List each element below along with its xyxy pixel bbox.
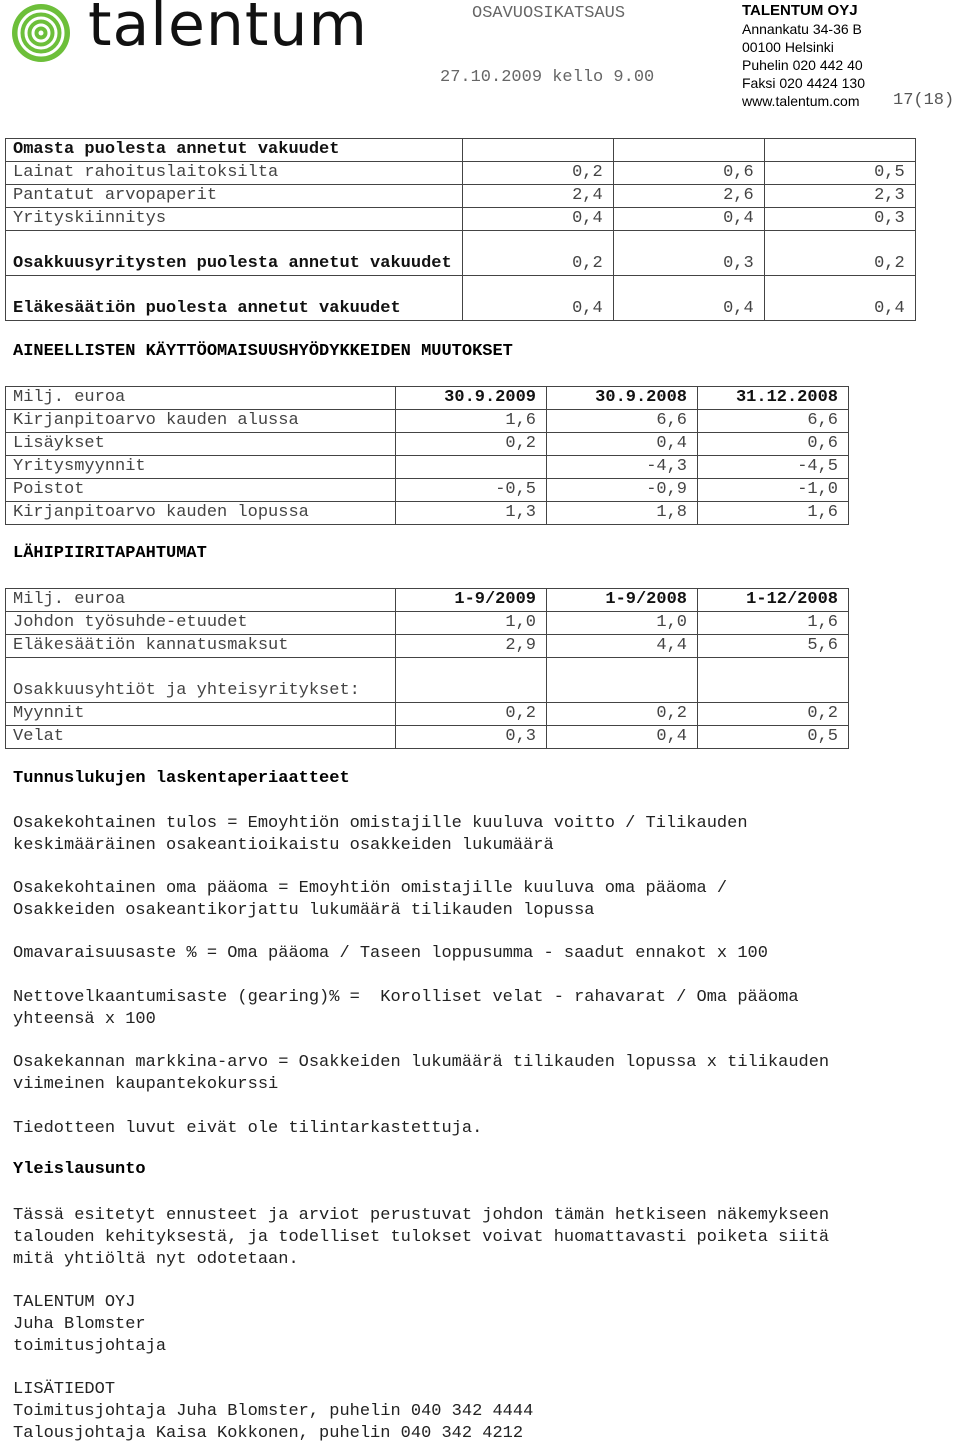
cell-value: 2,6	[613, 185, 764, 208]
contacts-heading: LISÄTIEDOT	[13, 1380, 116, 1399]
section-heading-related-party: LÄHIPIIRITAPAHTUMAT	[13, 544, 207, 563]
table-row	[6, 658, 849, 703]
cell-value: 0,3	[396, 726, 547, 749]
column-header: Milj. euroa	[6, 589, 396, 612]
row-label: Eläkesäätiön puolesta annetut vakuudet	[6, 276, 463, 321]
company-postal: 00100 Helsinki	[742, 39, 834, 55]
column-header: 31.12.2008	[698, 387, 849, 410]
cell-value: 2,4	[462, 185, 613, 208]
cell-value: 4,4	[547, 635, 698, 658]
column-header: 1-12/2008	[698, 589, 849, 612]
column-header: 30.9.2009	[396, 387, 547, 410]
cell-value: 0,4	[462, 276, 613, 321]
cell-value: 1,0	[547, 612, 698, 635]
row-label: Osakkuusyritysten puolesta annetut vakuudet	[6, 231, 463, 276]
contact-ceo: Toimitusjohtaja Juha Blomster, puhelin 040 342 4444	[13, 1402, 534, 1421]
guarantees-table	[5, 138, 916, 321]
cell-value: 0,5	[764, 162, 915, 185]
column-header: Milj. euroa	[6, 387, 396, 410]
audit-note: Tiedotteen luvut eivät ole tilintarkastettuja.	[13, 1119, 483, 1138]
column-header: 1-9/2009	[396, 589, 547, 612]
cell-value: -1,0	[698, 479, 849, 502]
table-row	[6, 502, 849, 525]
cell-value: 1,6	[698, 502, 849, 525]
release-date: 27.10.2009 kello 9.00	[440, 68, 655, 87]
cell-value: 1,3	[396, 502, 547, 525]
row-label: Pantatut arvopaperit	[6, 185, 463, 208]
table-row	[6, 726, 849, 749]
ratio-definition-eps: Osakekohtainen tulos = Emoyhtiön omistajille kuuluva voitto / Tilikauden keskimääräinen osakeantioikaistu osakkeiden lukumäärä	[13, 814, 748, 855]
cell-value: 6,6	[698, 410, 849, 433]
section-heading-assets: AINEELLISTEN KÄYTTÖOMAISUUSHYÖDYKKEIDEN MUUTOKSET	[13, 342, 513, 361]
cell-value: 5,6	[698, 635, 849, 658]
cell-value: 0,6	[698, 433, 849, 456]
cell-value: 0,2	[396, 703, 547, 726]
column-header: 1-9/2008	[547, 589, 698, 612]
table-row	[6, 139, 916, 162]
cell-value	[396, 658, 547, 703]
cell-value: 0,2	[462, 231, 613, 276]
row-label: Lainat rahoituslaitoksilta	[6, 162, 463, 185]
cell-value	[547, 658, 698, 703]
table-row	[6, 456, 849, 479]
cell-value: 0,3	[764, 208, 915, 231]
ratio-definition-market-cap: Osakekannan markkina-arvo = Osakkeiden lukumäärä tilikauden lopussa x tilikauden viimeinen kaupantekokurssi	[13, 1053, 830, 1094]
related-party-table	[5, 588, 849, 749]
guarantees-title: Omasta puolesta annetut vakuudet	[6, 139, 463, 162]
table-row	[6, 433, 849, 456]
company-phone: Puhelin 020 442 40	[742, 57, 863, 73]
table-header-row	[6, 589, 849, 612]
table-row	[6, 208, 916, 231]
section-heading-ratios: Tunnuslukujen laskentaperiaatteet	[13, 769, 350, 788]
cell-value: 0,4	[613, 276, 764, 321]
document-type: OSAVUOSIKATSAUS	[472, 4, 626, 23]
company-name: TALENTUM OYJ	[742, 2, 858, 19]
row-label: Myynnit	[6, 703, 396, 726]
outlook-text: Tässä esitetyt ennusteet ja arviot perustuvat johdon tämän hetkiseen näkemykseen talouden kehityksestä, ja todelliset tulokset voivat huomattavasti poiketa siitä mitä yhtiöltä nyt odotetaan.	[13, 1206, 830, 1269]
asset-changes-table	[5, 386, 849, 525]
table-header-row	[6, 387, 849, 410]
contact-cfo: Talousjohtaja Kaisa Kokkonen, puhelin 040 342 4212	[13, 1424, 524, 1443]
signature-name: Juha Blomster	[13, 1315, 146, 1334]
cell-value: 1,6	[396, 410, 547, 433]
cell-value: 0,2	[698, 703, 849, 726]
cell-value: 0,2	[462, 162, 613, 185]
cell-value: 0,4	[764, 276, 915, 321]
table-row	[6, 185, 916, 208]
cell-value: 6,6	[547, 410, 698, 433]
table-row	[6, 703, 849, 726]
cell-value: -4,3	[547, 456, 698, 479]
cell-value	[698, 658, 849, 703]
table-row	[6, 162, 916, 185]
company-address: Annankatu 34-36 B	[742, 21, 862, 37]
row-label: Yritysmyynnit	[6, 456, 396, 479]
cell-value: 0,4	[547, 726, 698, 749]
cell-value: 2,9	[396, 635, 547, 658]
row-label: Osakkuusyhtiöt ja yhteisyritykset:	[6, 658, 396, 703]
company-fax: Faksi 020 4424 130	[742, 75, 865, 91]
signature-company: TALENTUM OYJ	[13, 1293, 136, 1312]
cell-value	[396, 456, 547, 479]
table-row	[6, 231, 916, 276]
row-label: Kirjanpitoarvo kauden alussa	[6, 410, 396, 433]
row-label: Johdon työsuhde-etuudet	[6, 612, 396, 635]
page-number: 17(18)	[893, 91, 955, 110]
row-label: Velat	[6, 726, 396, 749]
section-heading-outlook: Yleislausunto	[13, 1160, 146, 1179]
cell-value: 0,4	[462, 208, 613, 231]
cell-value: 0,2	[547, 703, 698, 726]
company-website[interactable]: www.talentum.com	[742, 93, 860, 109]
cell-value: 0,2	[764, 231, 915, 276]
row-label: Kirjanpitoarvo kauden lopussa	[6, 502, 396, 525]
row-label: Lisäykset	[6, 433, 396, 456]
row-label: Eläkesäätiön kannatusmaksut	[6, 635, 396, 658]
talentum-logo	[10, 2, 370, 64]
cell-value: 1,0	[396, 612, 547, 635]
cell-value: 0,4	[613, 208, 764, 231]
row-label: Poistot	[6, 479, 396, 502]
table-row	[6, 479, 849, 502]
cell-value: 2,3	[764, 185, 915, 208]
talentum-logo-icon	[10, 2, 76, 64]
cell-value: -0,5	[396, 479, 547, 502]
cell-value: 0,2	[396, 433, 547, 456]
cell-value: 0,4	[547, 433, 698, 456]
company-contact-block	[742, 2, 865, 110]
cell-value: 0,5	[698, 726, 849, 749]
table-row	[6, 612, 849, 635]
table-row	[6, 410, 849, 433]
cell-value: 0,3	[613, 231, 764, 276]
ratio-definition-equity-ratio: Omavaraisuusaste % = Oma pääoma / Taseen loppusumma - saadut ennakot x 100	[13, 944, 768, 963]
row-label: Yrityskiinnitys	[6, 208, 463, 231]
cell-value: -4,5	[698, 456, 849, 479]
signature-role: toimitusjohtaja	[13, 1337, 167, 1356]
ratio-definition-equity-per-share: Osakekohtainen oma pääoma = Emoyhtiön omistajille kuuluva oma pääoma / Osakkeiden osakeantikorjattu lukumäärä tilikauden lopussa	[13, 879, 728, 920]
cell-value: -0,9	[547, 479, 698, 502]
table-row	[6, 276, 916, 321]
column-header: 30.9.2008	[547, 387, 698, 410]
logo-wordmark: talentum	[88, 0, 368, 60]
cell-value: 0,6	[613, 162, 764, 185]
ratio-definition-gearing: Nettovelkaantumisaste (gearing)% = Korolliset velat - rahavarat / Oma pääoma yhteensä x 100	[13, 988, 799, 1029]
cell-value: 1,8	[547, 502, 698, 525]
table-row	[6, 635, 849, 658]
cell-value: 1,6	[698, 612, 849, 635]
